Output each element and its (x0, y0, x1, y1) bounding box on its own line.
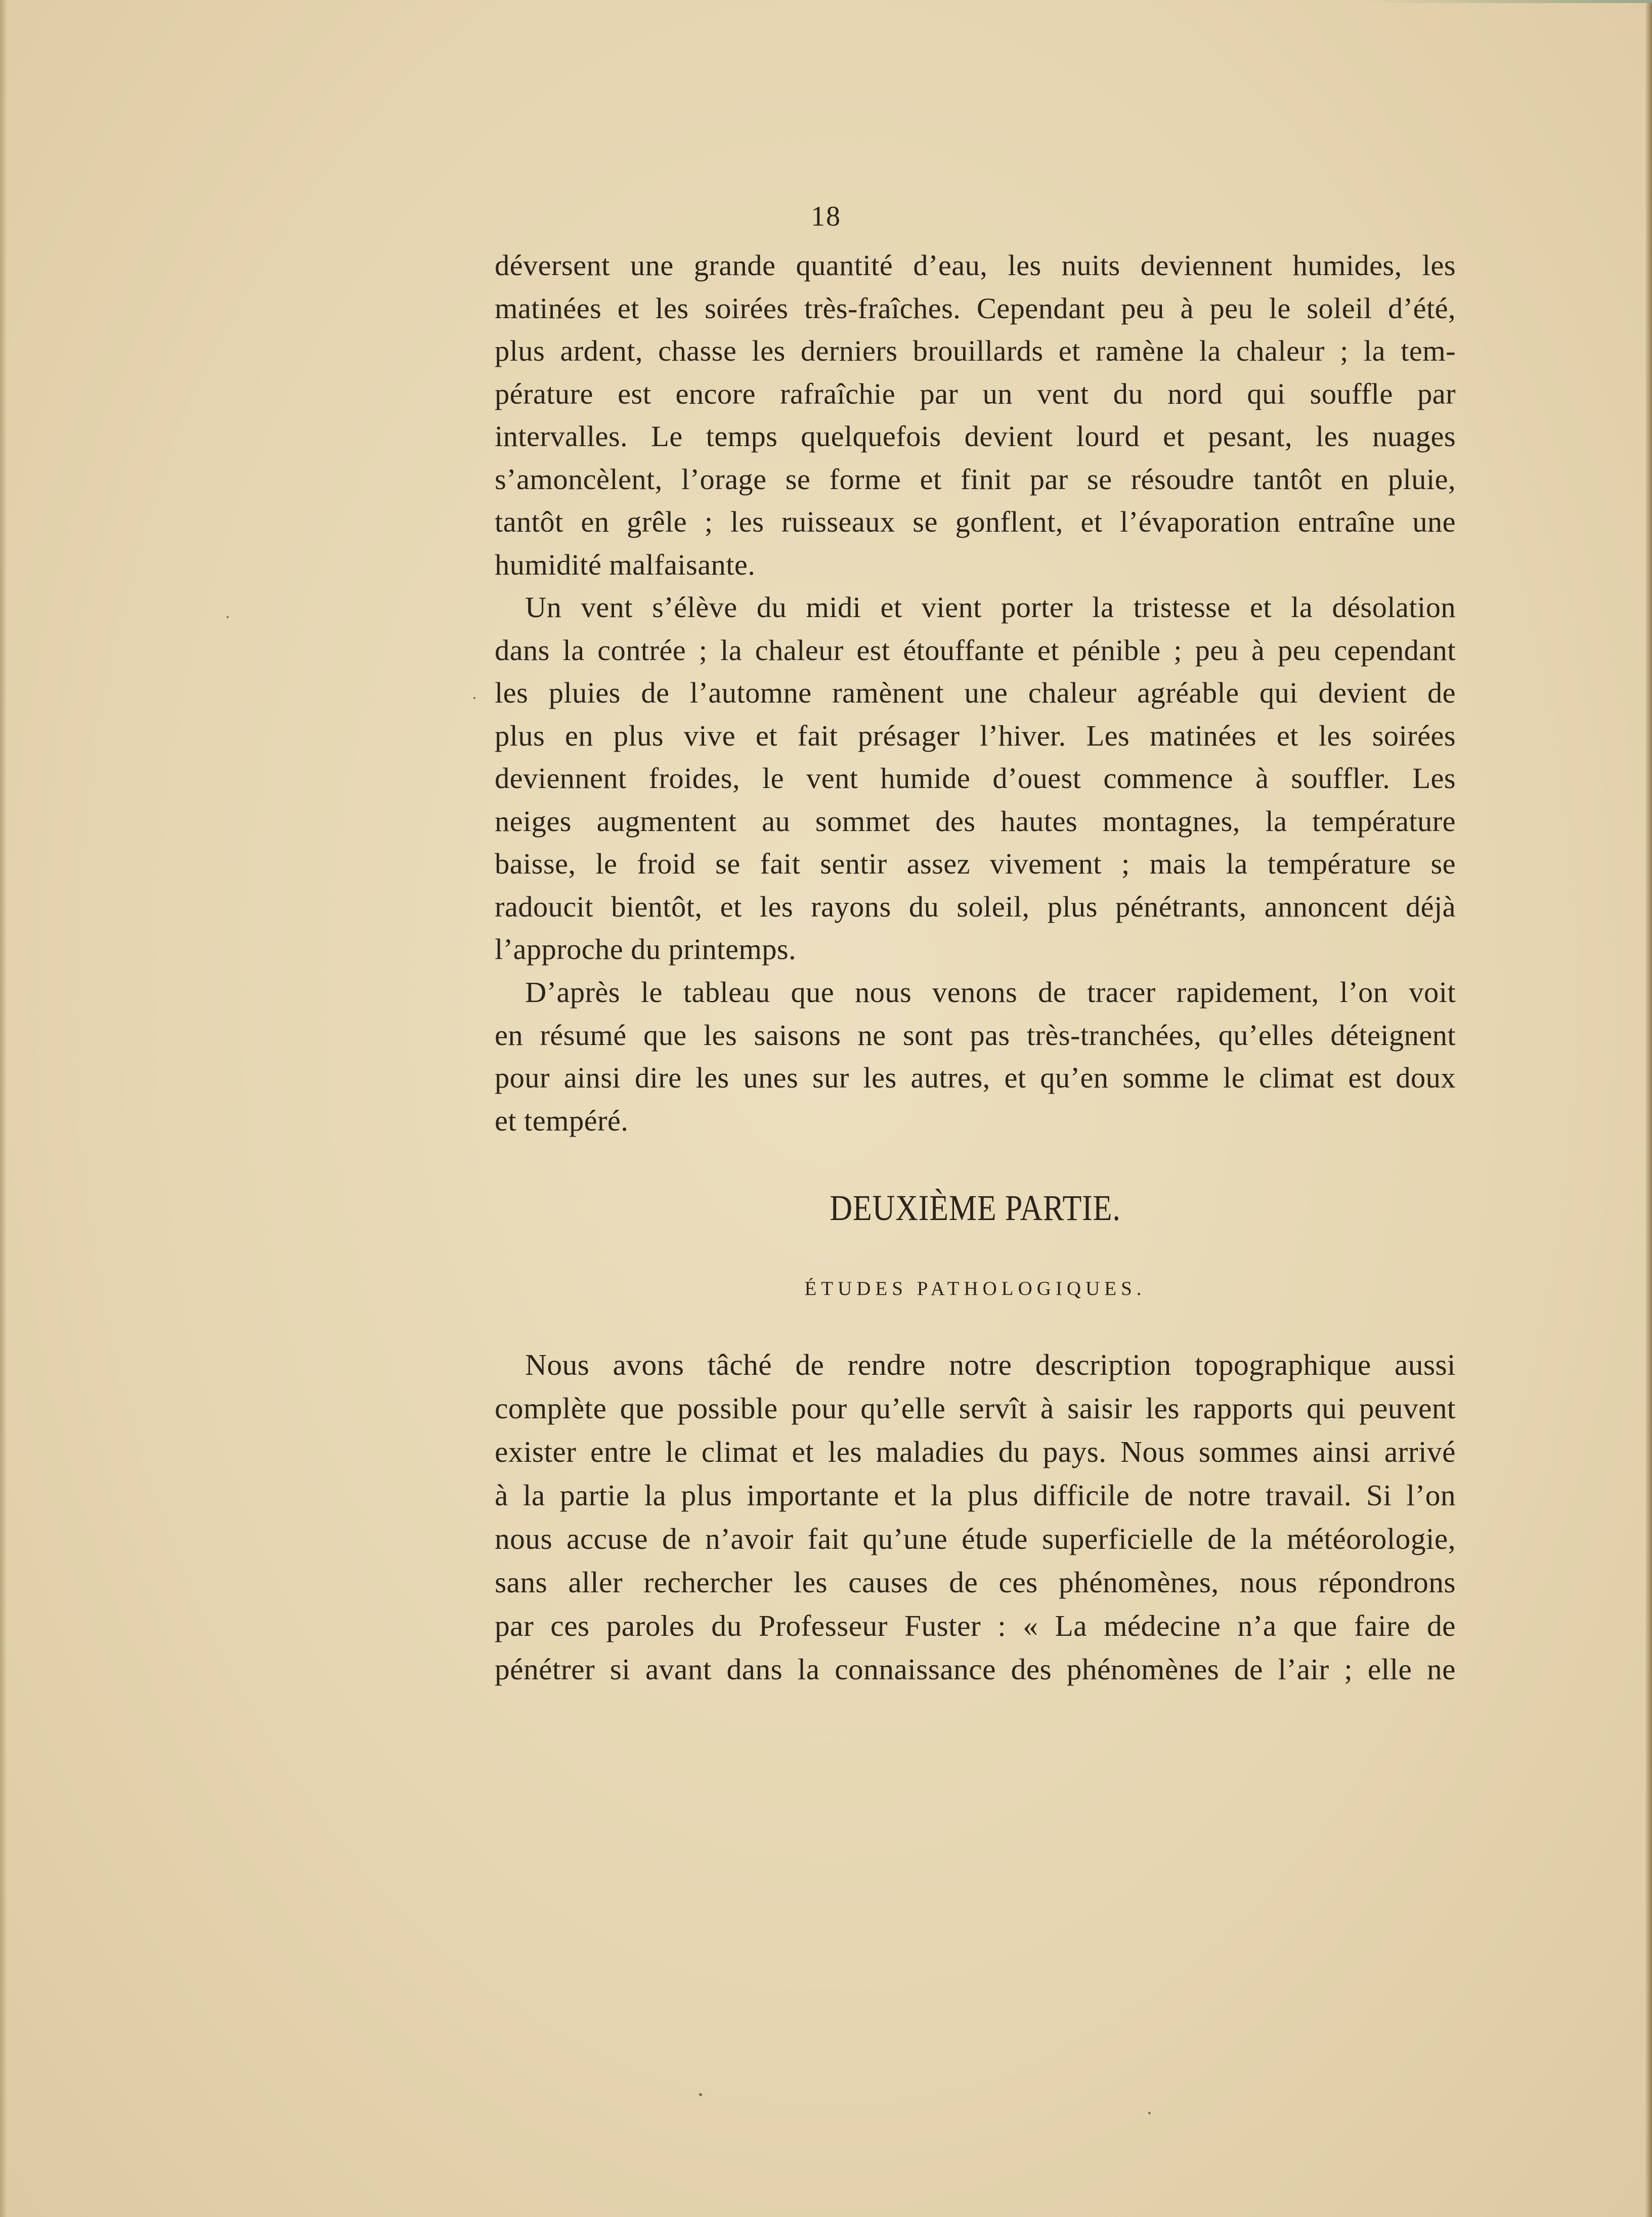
text-line: neiges augmentent au sommet des hautes montagnes, la température (495, 804, 1456, 838)
page-edge-top (1366, 0, 1652, 3)
paper-speck (227, 616, 229, 618)
text-line: pénétrer si avant dans la connaissance des phénomènes de l’air ; elle ne (495, 1653, 1456, 1686)
text-line: à la partie la plus importante et la plus difficile de notre travail. Si l’on (495, 1479, 1456, 1512)
text-line: plus en plus vive et fait présager l’hiver. Les matinées et les soirées (495, 719, 1456, 752)
text-line: Nous avons tâché de rendre notre description topographique aussi (525, 1348, 1456, 1381)
part-title: DEUXIÈME PARTIE. (830, 1188, 1121, 1228)
paragraph-seasons-summer (495, 244, 1456, 586)
paragraph-seasons-autumn-winter (495, 586, 1456, 971)
text-line: par ces paroles du Professeur Fuster : « La médecine n’a que faire de (495, 1609, 1456, 1642)
text-line: matinées et les soirées très-fraîches. Cependant peu à peu le soleil d’été, (495, 291, 1456, 325)
page-number: 18 (811, 201, 841, 232)
text-line: exister entre le climat et les maladies du pays. Nous sommes ainsi arrivé (495, 1435, 1456, 1468)
text-line: les pluies de l’automne ramènent une chaleur agréable qui devient de (495, 676, 1456, 709)
paragraph-pathological-studies (495, 1343, 1456, 1691)
text-line: pour ainsi dire les unes sur les autres, et qu’en somme le climat est doux (495, 1061, 1456, 1094)
page-edge-left (0, 0, 7, 2217)
text-line: D’après le tableau que nous venons de tracer rapidement, l’on voit (525, 976, 1456, 1009)
text-line: tantôt en grêle ; les ruisseaux se gonflent, et l’évaporation entraîne une (495, 505, 1456, 538)
paragraph-climate-summary (495, 971, 1456, 1142)
text-line: plus ardent, chasse les derniers brouillards et ramène la chaleur ; la tem- (495, 334, 1456, 367)
text-line: radoucit bientôt, et les rayons du soleil, plus pénétrants, annoncent déjà (495, 890, 1456, 923)
text-line: sans aller rechercher les causes de ces phénomènes, nous répondrons (495, 1566, 1456, 1599)
text-line: baisse, le froid se fait sentir assez vivement ; mais la température se (495, 847, 1456, 880)
text-line: et tempéré. (495, 1104, 629, 1137)
text-line: intervalles. Le temps quelquefois devient lourd et pesant, les nuages (495, 420, 1456, 453)
paper-speck (1148, 2112, 1151, 2114)
paper-speck (699, 2093, 702, 2096)
text-line: dans la contrée ; la chaleur est étouffante et pénible ; peu à peu cependant (495, 633, 1456, 667)
text-line: l’approche du printemps. (495, 933, 797, 966)
section-title: ÉTUDES PATHOLOGIQUES. (804, 1278, 1146, 1299)
text-line: pérature est encore rafraîchie par un vent du nord qui souffle par (495, 377, 1456, 410)
text-line: nous accuse de n’avoir fait qu’une étude superficielle de la météorologie, (495, 1522, 1456, 1555)
text-line: déversent une grande quantité d’eau, les nuits deviennent humides, les (495, 249, 1456, 282)
text-line: complète que possible pour qu’elle servît à saisir les rapports qui peuvent (495, 1392, 1456, 1425)
text-line: s’amoncèlent, l’orage se forme et finit par se résoudre tantôt en pluie, (495, 462, 1456, 496)
paper-speck (473, 697, 475, 699)
text-line: humidité malfaisante. (495, 548, 756, 581)
text-line: deviennent froides, le vent humide d’ouest commence à souffler. Les (495, 762, 1456, 795)
text-line: Un vent s’élève du midi et vient porter la tristesse et la désolation (525, 591, 1456, 624)
page-edge-right (1645, 0, 1652, 2217)
text-line: en résumé que les saisons ne sont pas très-tranchées, qu’elles déteignent (495, 1018, 1456, 1052)
